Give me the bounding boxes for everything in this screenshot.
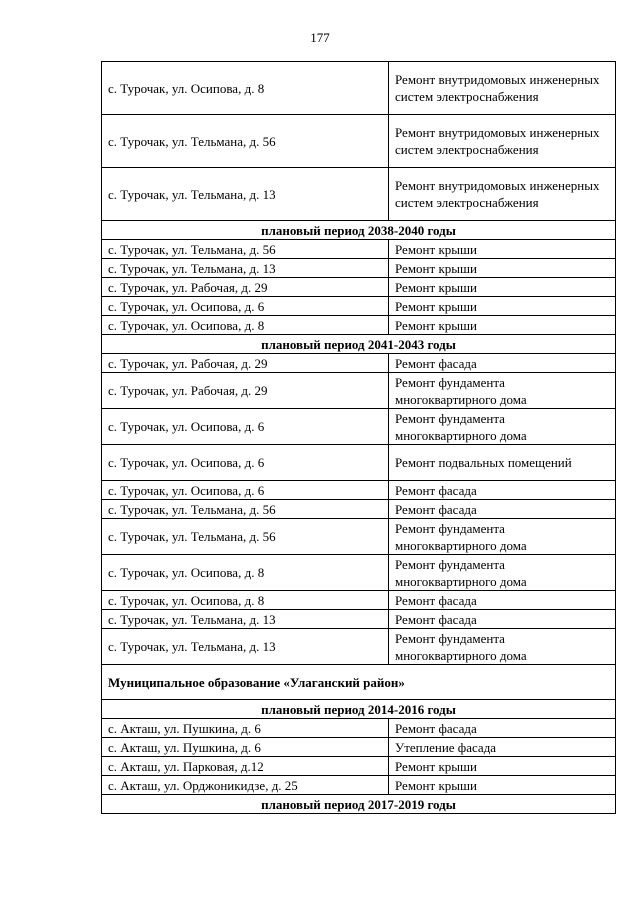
work-cell: Ремонт крыши (389, 776, 616, 795)
table-row (102, 62, 616, 115)
period-header-row (102, 221, 616, 240)
table-row (102, 757, 616, 776)
address-cell: с. Турочак, ул. Осипова, д. 8 (102, 591, 389, 610)
period-header: плановый период 2038-2040 годы (102, 221, 616, 240)
table-row (102, 776, 616, 795)
table-row (102, 354, 616, 373)
work-cell: Ремонт фасада (389, 500, 616, 519)
address-cell: с. Турочак, ул. Рабочая, д. 29 (102, 373, 389, 409)
address-cell: с. Акташ, ул. Парковая, д.12 (102, 757, 389, 776)
repair-works-table (101, 61, 616, 814)
table-row (102, 610, 616, 629)
table-row (102, 738, 616, 757)
address-cell: с. Турочак, ул. Тельмана, д. 56 (102, 519, 389, 555)
address-cell: с. Турочак, ул. Осипова, д. 8 (102, 62, 389, 115)
address-cell: с. Турочак, ул. Тельмана, д. 56 (102, 500, 389, 519)
table-row (102, 373, 616, 409)
table-row (102, 500, 616, 519)
work-cell: Ремонт фундамента многоквартирного дома (389, 519, 616, 555)
work-cell: Ремонт крыши (389, 757, 616, 776)
period-header: плановый период 2041-2043 годы (102, 335, 616, 354)
address-cell: с. Акташ, ул. Пушкина, д. 6 (102, 738, 389, 757)
address-cell: с. Турочак, ул. Тельмана, д. 13 (102, 259, 389, 278)
address-cell: с. Акташ, ул. Орджоникидзе, д. 25 (102, 776, 389, 795)
table-row (102, 316, 616, 335)
address-cell: с. Турочак, ул. Осипова, д. 6 (102, 481, 389, 500)
table-row (102, 168, 616, 221)
address-cell: с. Турочак, ул. Тельмана, д. 56 (102, 240, 389, 259)
address-cell: с. Турочак, ул. Тельмана, д. 56 (102, 115, 389, 168)
work-cell: Ремонт фундамента многоквартирного дома (389, 629, 616, 665)
table-row (102, 409, 616, 445)
period-header: плановый период 2017-2019 годы (102, 795, 616, 814)
municipality-header-row (102, 665, 616, 700)
table-row (102, 115, 616, 168)
period-header-row (102, 700, 616, 719)
work-cell: Ремонт фасада (389, 481, 616, 500)
table-row (102, 629, 616, 665)
address-cell: с. Акташ, ул. Пушкина, д. 6 (102, 719, 389, 738)
work-cell: Ремонт подвальных помещений (389, 445, 616, 481)
work-cell: Ремонт фасада (389, 719, 616, 738)
address-cell: с. Турочак, ул. Рабочая, д. 29 (102, 278, 389, 297)
table-row (102, 481, 616, 500)
period-header: плановый период 2014-2016 годы (102, 700, 616, 719)
address-cell: с. Турочак, ул. Осипова, д. 6 (102, 297, 389, 316)
table-row (102, 555, 616, 591)
address-cell: с. Турочак, ул. Осипова, д. 6 (102, 445, 389, 481)
address-cell: с. Турочак, ул. Тельмана, д. 13 (102, 610, 389, 629)
address-cell: с. Турочак, ул. Тельмана, д. 13 (102, 629, 389, 665)
table-row (102, 519, 616, 555)
page-number: 177 (310, 30, 330, 45)
work-cell: Ремонт крыши (389, 259, 616, 278)
work-cell: Ремонт фасада (389, 591, 616, 610)
address-cell: с. Турочак, ул. Осипова, д. 8 (102, 555, 389, 591)
table-row (102, 259, 616, 278)
table-row (102, 297, 616, 316)
address-cell: с. Турочак, ул. Рабочая, д. 29 (102, 354, 389, 373)
table-row (102, 719, 616, 738)
address-cell: с. Турочак, ул. Осипова, д. 8 (102, 316, 389, 335)
period-header-row (102, 795, 616, 814)
table-row (102, 240, 616, 259)
municipality-header: Муниципальное образование «Улаганский район» (102, 665, 616, 700)
work-cell: Ремонт внутридомовых инженерных систем электроснабжения (389, 115, 616, 168)
address-cell: с. Турочак, ул. Осипова, д. 6 (102, 409, 389, 445)
address-cell: с. Турочак, ул. Тельмана, д. 13 (102, 168, 389, 221)
work-cell: Ремонт внутридомовых инженерных систем электроснабжения (389, 62, 616, 115)
work-cell: Ремонт фасада (389, 354, 616, 373)
table-row (102, 591, 616, 610)
work-cell: Ремонт фундамента многоквартирного дома (389, 409, 616, 445)
work-cell: Ремонт фасада (389, 610, 616, 629)
work-cell: Ремонт крыши (389, 278, 616, 297)
period-header-row (102, 335, 616, 354)
work-cell: Ремонт фундамента многоквартирного дома (389, 555, 616, 591)
work-cell: Ремонт фундамента многоквартирного дома (389, 373, 616, 409)
table-row (102, 445, 616, 481)
work-cell: Ремонт крыши (389, 316, 616, 335)
work-cell: Ремонт внутридомовых инженерных систем электроснабжения (389, 168, 616, 221)
table-row (102, 278, 616, 297)
work-cell: Ремонт крыши (389, 240, 616, 259)
work-cell: Утепление фасада (389, 738, 616, 757)
work-cell: Ремонт крыши (389, 297, 616, 316)
